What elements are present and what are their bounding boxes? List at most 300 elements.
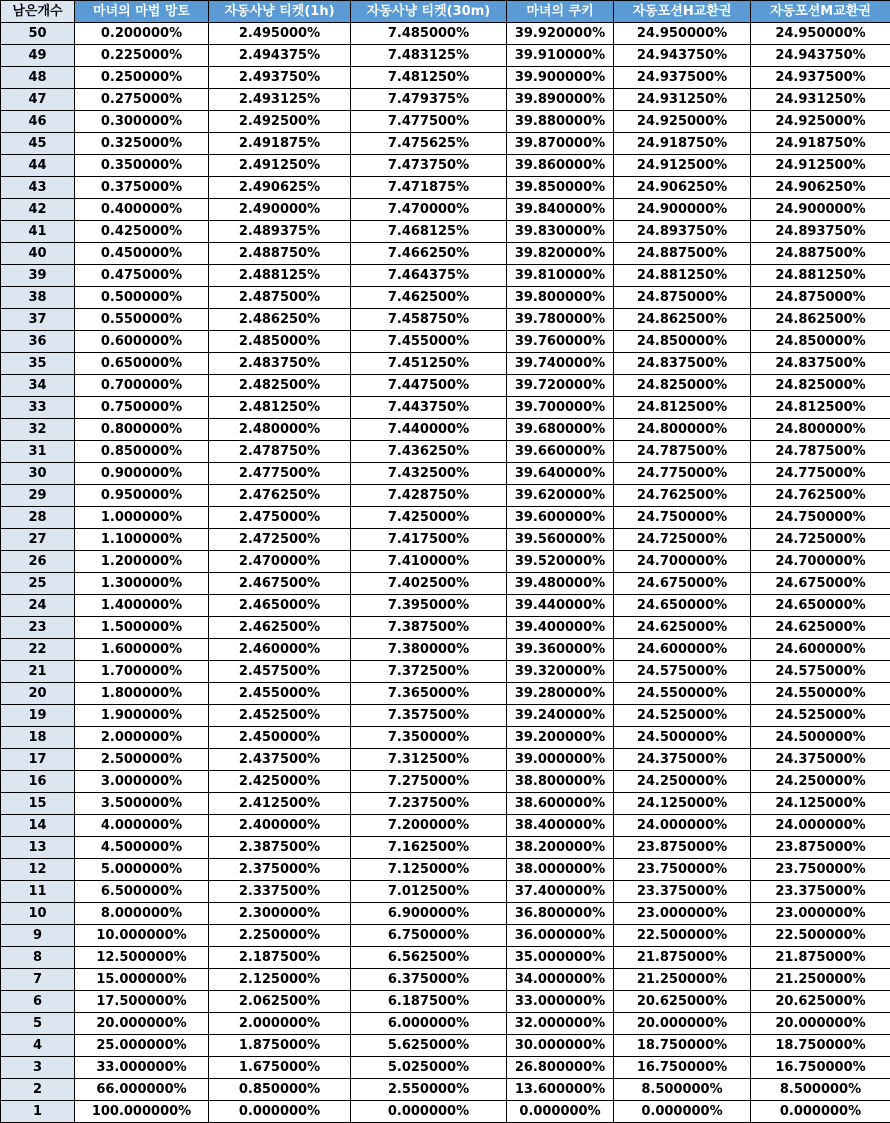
cell-auto-hunt-ticket-1h: 2.487500% (209, 287, 351, 309)
cell-auto-hunt-ticket-1h: 2.485000% (209, 331, 351, 353)
cell-auto-hunt-ticket-30m: 5.625000% (351, 1035, 507, 1057)
cell-auto-potion-m-voucher: 24.250000% (751, 771, 890, 793)
cell-auto-potion-m-voucher: 22.500000% (751, 925, 890, 947)
cell-witch-cookie: 39.320000% (507, 661, 614, 683)
cell-remaining-count: 6 (1, 991, 75, 1013)
table-row (1, 639, 890, 661)
table-row (1, 859, 890, 881)
cell-remaining-count: 25 (1, 573, 75, 595)
cell-auto-potion-m-voucher: 24.800000% (751, 419, 890, 441)
cell-auto-potion-h-voucher: 16.750000% (614, 1057, 751, 1079)
cell-witch-cookie: 38.400000% (507, 815, 614, 837)
cell-auto-hunt-ticket-1h: 2.462500% (209, 617, 351, 639)
cell-witch-magic-cloak: 1.900000% (75, 705, 209, 727)
cell-auto-hunt-ticket-1h: 2.450000% (209, 727, 351, 749)
cell-auto-hunt-ticket-30m: 7.436250% (351, 441, 507, 463)
cell-auto-hunt-ticket-30m: 7.458750% (351, 309, 507, 331)
cell-auto-potion-h-voucher: 24.787500% (614, 441, 751, 463)
cell-auto-potion-h-voucher: 24.900000% (614, 199, 751, 221)
cell-witch-cookie: 39.000000% (507, 749, 614, 771)
cell-auto-hunt-ticket-1h: 2.494375% (209, 45, 351, 67)
cell-auto-hunt-ticket-30m: 7.012500% (351, 881, 507, 903)
cell-auto-potion-h-voucher: 20.625000% (614, 991, 751, 1013)
cell-auto-potion-h-voucher: 8.500000% (614, 1079, 751, 1101)
cell-witch-cookie: 39.840000% (507, 199, 614, 221)
cell-auto-potion-m-voucher: 24.906250% (751, 177, 890, 199)
cell-auto-hunt-ticket-30m: 6.187500% (351, 991, 507, 1013)
cell-auto-hunt-ticket-30m: 7.425000% (351, 507, 507, 529)
cell-auto-hunt-ticket-30m: 2.550000% (351, 1079, 507, 1101)
cell-auto-potion-h-voucher: 24.825000% (614, 375, 751, 397)
cell-auto-hunt-ticket-1h: 2.125000% (209, 969, 351, 991)
cell-witch-cookie: 35.000000% (507, 947, 614, 969)
cell-witch-cookie: 39.360000% (507, 639, 614, 661)
cell-auto-potion-h-voucher: 24.943750% (614, 45, 751, 67)
cell-auto-potion-h-voucher: 24.000000% (614, 815, 751, 837)
cell-auto-hunt-ticket-30m: 7.402500% (351, 573, 507, 595)
cell-auto-potion-m-voucher: 21.875000% (751, 947, 890, 969)
table-row (1, 881, 890, 903)
cell-witch-magic-cloak: 0.400000% (75, 199, 209, 221)
cell-remaining-count: 35 (1, 353, 75, 375)
cell-auto-hunt-ticket-1h: 2.480000% (209, 419, 351, 441)
cell-witch-cookie: 39.890000% (507, 89, 614, 111)
cell-witch-magic-cloak: 17.500000% (75, 991, 209, 1013)
cell-auto-hunt-ticket-1h: 2.452500% (209, 705, 351, 727)
cell-auto-hunt-ticket-30m: 7.440000% (351, 419, 507, 441)
cell-witch-cookie: 39.820000% (507, 243, 614, 265)
cell-remaining-count: 16 (1, 771, 75, 793)
cell-witch-magic-cloak: 6.500000% (75, 881, 209, 903)
cell-witch-cookie: 39.440000% (507, 595, 614, 617)
cell-auto-hunt-ticket-1h: 2.476250% (209, 485, 351, 507)
table-row (1, 45, 890, 67)
cell-auto-potion-m-voucher: 24.675000% (751, 573, 890, 595)
cell-auto-hunt-ticket-1h: 2.489375% (209, 221, 351, 243)
cell-auto-potion-h-voucher: 24.937500% (614, 67, 751, 89)
cell-remaining-count: 27 (1, 529, 75, 551)
cell-auto-potion-h-voucher: 24.912500% (614, 155, 751, 177)
cell-auto-hunt-ticket-1h: 2.492500% (209, 111, 351, 133)
cell-witch-magic-cloak: 20.000000% (75, 1013, 209, 1035)
cell-auto-potion-h-voucher: 23.000000% (614, 903, 751, 925)
cell-witch-magic-cloak: 0.550000% (75, 309, 209, 331)
cell-remaining-count: 48 (1, 67, 75, 89)
cell-auto-hunt-ticket-30m: 7.447500% (351, 375, 507, 397)
table-row (1, 309, 890, 331)
cell-remaining-count: 19 (1, 705, 75, 727)
cell-auto-hunt-ticket-1h: 2.470000% (209, 551, 351, 573)
cell-witch-magic-cloak: 1.000000% (75, 507, 209, 529)
cell-auto-hunt-ticket-30m: 0.000000% (351, 1101, 507, 1123)
cell-auto-potion-m-voucher: 24.925000% (751, 111, 890, 133)
cell-auto-hunt-ticket-30m: 7.357500% (351, 705, 507, 727)
table-row (1, 331, 890, 353)
cell-auto-potion-h-voucher: 0.000000% (614, 1101, 751, 1123)
cell-witch-magic-cloak: 1.300000% (75, 573, 209, 595)
cell-witch-cookie: 39.920000% (507, 23, 614, 45)
cell-auto-potion-m-voucher: 24.500000% (751, 727, 890, 749)
cell-remaining-count: 24 (1, 595, 75, 617)
cell-witch-magic-cloak: 1.200000% (75, 551, 209, 573)
cell-remaining-count: 18 (1, 727, 75, 749)
cell-auto-hunt-ticket-30m: 6.750000% (351, 925, 507, 947)
table-row (1, 1101, 890, 1123)
cell-remaining-count: 15 (1, 793, 75, 815)
cell-auto-hunt-ticket-30m: 6.000000% (351, 1013, 507, 1035)
cell-auto-potion-m-voucher: 24.762500% (751, 485, 890, 507)
cell-auto-hunt-ticket-1h: 1.675000% (209, 1057, 351, 1079)
cell-witch-cookie: 39.800000% (507, 287, 614, 309)
cell-auto-hunt-ticket-30m: 7.417500% (351, 529, 507, 551)
table-row (1, 815, 890, 837)
cell-auto-hunt-ticket-1h: 2.481250% (209, 397, 351, 419)
cell-auto-hunt-ticket-30m: 7.443750% (351, 397, 507, 419)
cell-auto-potion-h-voucher: 24.762500% (614, 485, 751, 507)
header-auto-hunt-ticket-1h: 자동사냥 티켓(1h) (209, 1, 351, 23)
cell-auto-hunt-ticket-30m: 7.200000% (351, 815, 507, 837)
table-row (1, 199, 890, 221)
cell-auto-potion-m-voucher: 24.625000% (751, 617, 890, 639)
cell-remaining-count: 37 (1, 309, 75, 331)
cell-witch-magic-cloak: 4.500000% (75, 837, 209, 859)
table-row (1, 111, 890, 133)
table-row (1, 265, 890, 287)
cell-witch-cookie: 39.880000% (507, 111, 614, 133)
cell-auto-hunt-ticket-30m: 7.125000% (351, 859, 507, 881)
cell-auto-potion-m-voucher: 21.250000% (751, 969, 890, 991)
cell-auto-potion-m-voucher: 24.575000% (751, 661, 890, 683)
cell-auto-potion-m-voucher: 24.893750% (751, 221, 890, 243)
cell-auto-potion-m-voucher: 24.937500% (751, 67, 890, 89)
cell-witch-cookie: 39.560000% (507, 529, 614, 551)
cell-witch-cookie: 0.000000% (507, 1101, 614, 1123)
cell-witch-cookie: 39.900000% (507, 67, 614, 89)
table-row (1, 573, 890, 595)
cell-witch-magic-cloak: 66.000000% (75, 1079, 209, 1101)
cell-auto-hunt-ticket-30m: 5.025000% (351, 1057, 507, 1079)
cell-remaining-count: 17 (1, 749, 75, 771)
table-row (1, 507, 890, 529)
cell-auto-hunt-ticket-30m: 7.466250% (351, 243, 507, 265)
cell-witch-cookie: 38.800000% (507, 771, 614, 793)
cell-auto-hunt-ticket-1h: 1.875000% (209, 1035, 351, 1057)
cell-auto-potion-m-voucher: 23.000000% (751, 903, 890, 925)
cell-auto-hunt-ticket-1h: 2.437500% (209, 749, 351, 771)
cell-auto-hunt-ticket-30m: 7.483125% (351, 45, 507, 67)
cell-auto-potion-m-voucher: 24.725000% (751, 529, 890, 551)
header-auto-hunt-ticket-30m: 자동사냥 티켓(30m) (351, 1, 507, 23)
cell-witch-cookie: 38.000000% (507, 859, 614, 881)
table-row (1, 155, 890, 177)
cell-remaining-count: 49 (1, 45, 75, 67)
cell-auto-potion-m-voucher: 24.875000% (751, 287, 890, 309)
table-row (1, 683, 890, 705)
cell-auto-hunt-ticket-1h: 2.488750% (209, 243, 351, 265)
cell-auto-potion-m-voucher: 24.887500% (751, 243, 890, 265)
cell-remaining-count: 30 (1, 463, 75, 485)
cell-auto-potion-h-voucher: 21.875000% (614, 947, 751, 969)
cell-auto-potion-h-voucher: 24.881250% (614, 265, 751, 287)
table-row (1, 485, 890, 507)
cell-witch-cookie: 39.480000% (507, 573, 614, 595)
table-row (1, 23, 890, 45)
cell-auto-hunt-ticket-1h: 2.477500% (209, 463, 351, 485)
cell-auto-potion-h-voucher: 24.875000% (614, 287, 751, 309)
cell-remaining-count: 21 (1, 661, 75, 683)
cell-witch-magic-cloak: 0.325000% (75, 133, 209, 155)
cell-auto-potion-h-voucher: 24.675000% (614, 573, 751, 595)
cell-auto-hunt-ticket-1h: 2.491250% (209, 155, 351, 177)
cell-witch-magic-cloak: 0.700000% (75, 375, 209, 397)
cell-witch-cookie: 13.600000% (507, 1079, 614, 1101)
table-row (1, 397, 890, 419)
cell-auto-potion-h-voucher: 24.906250% (614, 177, 751, 199)
cell-remaining-count: 5 (1, 1013, 75, 1035)
cell-remaining-count: 46 (1, 111, 75, 133)
cell-witch-magic-cloak: 0.750000% (75, 397, 209, 419)
table-row (1, 67, 890, 89)
cell-auto-potion-h-voucher: 24.800000% (614, 419, 751, 441)
cell-auto-potion-m-voucher: 24.750000% (751, 507, 890, 529)
cell-witch-cookie: 36.000000% (507, 925, 614, 947)
cell-auto-potion-m-voucher: 23.875000% (751, 837, 890, 859)
cell-witch-magic-cloak: 0.475000% (75, 265, 209, 287)
cell-auto-hunt-ticket-30m: 7.237500% (351, 793, 507, 815)
cell-auto-potion-h-voucher: 24.650000% (614, 595, 751, 617)
cell-auto-potion-h-voucher: 20.000000% (614, 1013, 751, 1035)
cell-auto-potion-m-voucher: 0.000000% (751, 1101, 890, 1123)
cell-witch-magic-cloak: 1.800000% (75, 683, 209, 705)
cell-auto-potion-h-voucher: 24.725000% (614, 529, 751, 551)
cell-auto-potion-h-voucher: 24.250000% (614, 771, 751, 793)
cell-remaining-count: 26 (1, 551, 75, 573)
cell-auto-potion-m-voucher: 24.600000% (751, 639, 890, 661)
cell-auto-hunt-ticket-30m: 7.462500% (351, 287, 507, 309)
cell-remaining-count: 31 (1, 441, 75, 463)
cell-remaining-count: 33 (1, 397, 75, 419)
cell-witch-cookie: 39.850000% (507, 177, 614, 199)
table-row (1, 1079, 890, 1101)
cell-auto-potion-h-voucher: 23.875000% (614, 837, 751, 859)
cell-auto-hunt-ticket-1h: 2.483750% (209, 353, 351, 375)
cell-remaining-count: 22 (1, 639, 75, 661)
cell-remaining-count: 28 (1, 507, 75, 529)
cell-auto-potion-m-voucher: 24.950000% (751, 23, 890, 45)
cell-remaining-count: 45 (1, 133, 75, 155)
cell-remaining-count: 41 (1, 221, 75, 243)
cell-auto-potion-h-voucher: 21.250000% (614, 969, 751, 991)
cell-witch-magic-cloak: 2.500000% (75, 749, 209, 771)
cell-remaining-count: 47 (1, 89, 75, 111)
cell-witch-magic-cloak: 33.000000% (75, 1057, 209, 1079)
cell-auto-hunt-ticket-30m: 7.485000% (351, 23, 507, 45)
cell-auto-hunt-ticket-30m: 7.395000% (351, 595, 507, 617)
cell-auto-potion-h-voucher: 23.375000% (614, 881, 751, 903)
cell-auto-potion-h-voucher: 24.600000% (614, 639, 751, 661)
cell-auto-potion-m-voucher: 24.650000% (751, 595, 890, 617)
cell-auto-potion-h-voucher: 24.375000% (614, 749, 751, 771)
cell-witch-cookie: 39.910000% (507, 45, 614, 67)
cell-witch-magic-cloak: 1.700000% (75, 661, 209, 683)
cell-auto-potion-m-voucher: 16.750000% (751, 1057, 890, 1079)
cell-witch-magic-cloak: 1.600000% (75, 639, 209, 661)
table-row (1, 749, 890, 771)
cell-auto-hunt-ticket-30m: 7.468125% (351, 221, 507, 243)
cell-auto-potion-h-voucher: 24.887500% (614, 243, 751, 265)
cell-remaining-count: 39 (1, 265, 75, 287)
cell-auto-potion-h-voucher: 24.950000% (614, 23, 751, 45)
cell-remaining-count: 12 (1, 859, 75, 881)
cell-auto-hunt-ticket-30m: 6.900000% (351, 903, 507, 925)
cell-auto-potion-h-voucher: 24.125000% (614, 793, 751, 815)
cell-auto-potion-h-voucher: 24.850000% (614, 331, 751, 353)
cell-auto-hunt-ticket-1h: 2.337500% (209, 881, 351, 903)
cell-witch-magic-cloak: 0.950000% (75, 485, 209, 507)
cell-witch-cookie: 39.600000% (507, 507, 614, 529)
cell-auto-hunt-ticket-30m: 7.428750% (351, 485, 507, 507)
cell-auto-hunt-ticket-1h: 2.425000% (209, 771, 351, 793)
cell-remaining-count: 34 (1, 375, 75, 397)
cell-witch-magic-cloak: 0.850000% (75, 441, 209, 463)
cell-witch-magic-cloak: 0.500000% (75, 287, 209, 309)
cell-witch-cookie: 39.860000% (507, 155, 614, 177)
cell-auto-hunt-ticket-30m: 7.365000% (351, 683, 507, 705)
table-row (1, 969, 890, 991)
table-row (1, 551, 890, 573)
cell-auto-hunt-ticket-1h: 2.457500% (209, 661, 351, 683)
cell-remaining-count: 36 (1, 331, 75, 353)
cell-auto-hunt-ticket-1h: 2.062500% (209, 991, 351, 1013)
cell-witch-cookie: 39.720000% (507, 375, 614, 397)
cell-auto-hunt-ticket-30m: 7.350000% (351, 727, 507, 749)
cell-auto-potion-h-voucher: 24.862500% (614, 309, 751, 331)
cell-auto-potion-m-voucher: 24.900000% (751, 199, 890, 221)
cell-witch-magic-cloak: 0.250000% (75, 67, 209, 89)
cell-witch-magic-cloak: 0.225000% (75, 45, 209, 67)
cell-auto-potion-m-voucher: 20.625000% (751, 991, 890, 1013)
cell-auto-hunt-ticket-30m: 7.473750% (351, 155, 507, 177)
table-row (1, 837, 890, 859)
cell-witch-cookie: 39.640000% (507, 463, 614, 485)
cell-auto-hunt-ticket-30m: 7.275000% (351, 771, 507, 793)
cell-witch-magic-cloak: 10.000000% (75, 925, 209, 947)
cell-remaining-count: 43 (1, 177, 75, 199)
cell-witch-cookie: 39.620000% (507, 485, 614, 507)
cell-auto-potion-m-voucher: 24.943750% (751, 45, 890, 67)
cell-witch-cookie: 39.760000% (507, 331, 614, 353)
cell-auto-potion-m-voucher: 24.912500% (751, 155, 890, 177)
header-witch-magic-cloak: 마녀의 마법 망토 (75, 1, 209, 23)
cell-auto-potion-m-voucher: 24.775000% (751, 463, 890, 485)
cell-auto-hunt-ticket-1h: 2.482500% (209, 375, 351, 397)
cell-witch-magic-cloak: 1.500000% (75, 617, 209, 639)
cell-auto-hunt-ticket-1h: 2.493125% (209, 89, 351, 111)
cell-auto-hunt-ticket-30m: 7.410000% (351, 551, 507, 573)
table-row (1, 375, 890, 397)
cell-witch-magic-cloak: 1.100000% (75, 529, 209, 551)
cell-remaining-count: 14 (1, 815, 75, 837)
cell-remaining-count: 7 (1, 969, 75, 991)
cell-auto-hunt-ticket-1h: 2.467500% (209, 573, 351, 595)
table-row (1, 287, 890, 309)
cell-witch-cookie: 39.520000% (507, 551, 614, 573)
cell-remaining-count: 3 (1, 1057, 75, 1079)
cell-auto-potion-m-voucher: 24.825000% (751, 375, 890, 397)
cell-witch-cookie: 32.000000% (507, 1013, 614, 1035)
cell-auto-potion-m-voucher: 23.750000% (751, 859, 890, 881)
cell-auto-hunt-ticket-1h: 2.491875% (209, 133, 351, 155)
cell-remaining-count: 10 (1, 903, 75, 925)
cell-auto-hunt-ticket-30m: 7.380000% (351, 639, 507, 661)
cell-witch-magic-cloak: 1.400000% (75, 595, 209, 617)
cell-auto-hunt-ticket-1h: 2.400000% (209, 815, 351, 837)
cell-auto-hunt-ticket-1h: 2.455000% (209, 683, 351, 705)
table-row (1, 441, 890, 463)
cell-remaining-count: 38 (1, 287, 75, 309)
cell-auto-potion-m-voucher: 24.125000% (751, 793, 890, 815)
cell-auto-hunt-ticket-30m: 7.387500% (351, 617, 507, 639)
cell-witch-cookie: 36.800000% (507, 903, 614, 925)
cell-remaining-count: 2 (1, 1079, 75, 1101)
cell-witch-magic-cloak: 3.500000% (75, 793, 209, 815)
cell-auto-potion-h-voucher: 24.550000% (614, 683, 751, 705)
cell-auto-potion-m-voucher: 8.500000% (751, 1079, 890, 1101)
table-row (1, 595, 890, 617)
table-row (1, 705, 890, 727)
cell-auto-hunt-ticket-30m: 7.372500% (351, 661, 507, 683)
cell-auto-potion-m-voucher: 24.375000% (751, 749, 890, 771)
table-row (1, 243, 890, 265)
cell-auto-potion-h-voucher: 24.931250% (614, 89, 751, 111)
cell-auto-hunt-ticket-1h: 2.475000% (209, 507, 351, 529)
table-row (1, 463, 890, 485)
cell-auto-hunt-ticket-30m: 7.432500% (351, 463, 507, 485)
cell-auto-potion-m-voucher: 24.881250% (751, 265, 890, 287)
cell-remaining-count: 42 (1, 199, 75, 221)
cell-auto-hunt-ticket-30m: 7.470000% (351, 199, 507, 221)
cell-remaining-count: 32 (1, 419, 75, 441)
table-row (1, 177, 890, 199)
cell-witch-magic-cloak: 0.275000% (75, 89, 209, 111)
cell-auto-hunt-ticket-1h: 2.000000% (209, 1013, 351, 1035)
cell-auto-hunt-ticket-1h: 2.465000% (209, 595, 351, 617)
cell-remaining-count: 20 (1, 683, 75, 705)
cell-auto-hunt-ticket-1h: 2.486250% (209, 309, 351, 331)
cell-auto-hunt-ticket-30m: 7.479375% (351, 89, 507, 111)
cell-witch-cookie: 39.830000% (507, 221, 614, 243)
cell-auto-hunt-ticket-30m: 7.312500% (351, 749, 507, 771)
table-row (1, 1013, 890, 1035)
table-row (1, 353, 890, 375)
cell-auto-hunt-ticket-1h: 2.478750% (209, 441, 351, 463)
table-row (1, 221, 890, 243)
cell-auto-potion-m-voucher: 23.375000% (751, 881, 890, 903)
cell-auto-potion-h-voucher: 24.837500% (614, 353, 751, 375)
cell-witch-magic-cloak: 5.000000% (75, 859, 209, 881)
cell-auto-potion-m-voucher: 24.700000% (751, 551, 890, 573)
cell-remaining-count: 13 (1, 837, 75, 859)
cell-witch-cookie: 39.680000% (507, 419, 614, 441)
cell-auto-hunt-ticket-30m: 7.464375% (351, 265, 507, 287)
cell-auto-hunt-ticket-1h: 2.375000% (209, 859, 351, 881)
cell-auto-hunt-ticket-30m: 7.475625% (351, 133, 507, 155)
cell-auto-potion-m-voucher: 18.750000% (751, 1035, 890, 1057)
cell-witch-magic-cloak: 12.500000% (75, 947, 209, 969)
cell-auto-potion-m-voucher: 24.837500% (751, 353, 890, 375)
cell-auto-potion-h-voucher: 24.925000% (614, 111, 751, 133)
cell-auto-potion-h-voucher: 24.893750% (614, 221, 751, 243)
